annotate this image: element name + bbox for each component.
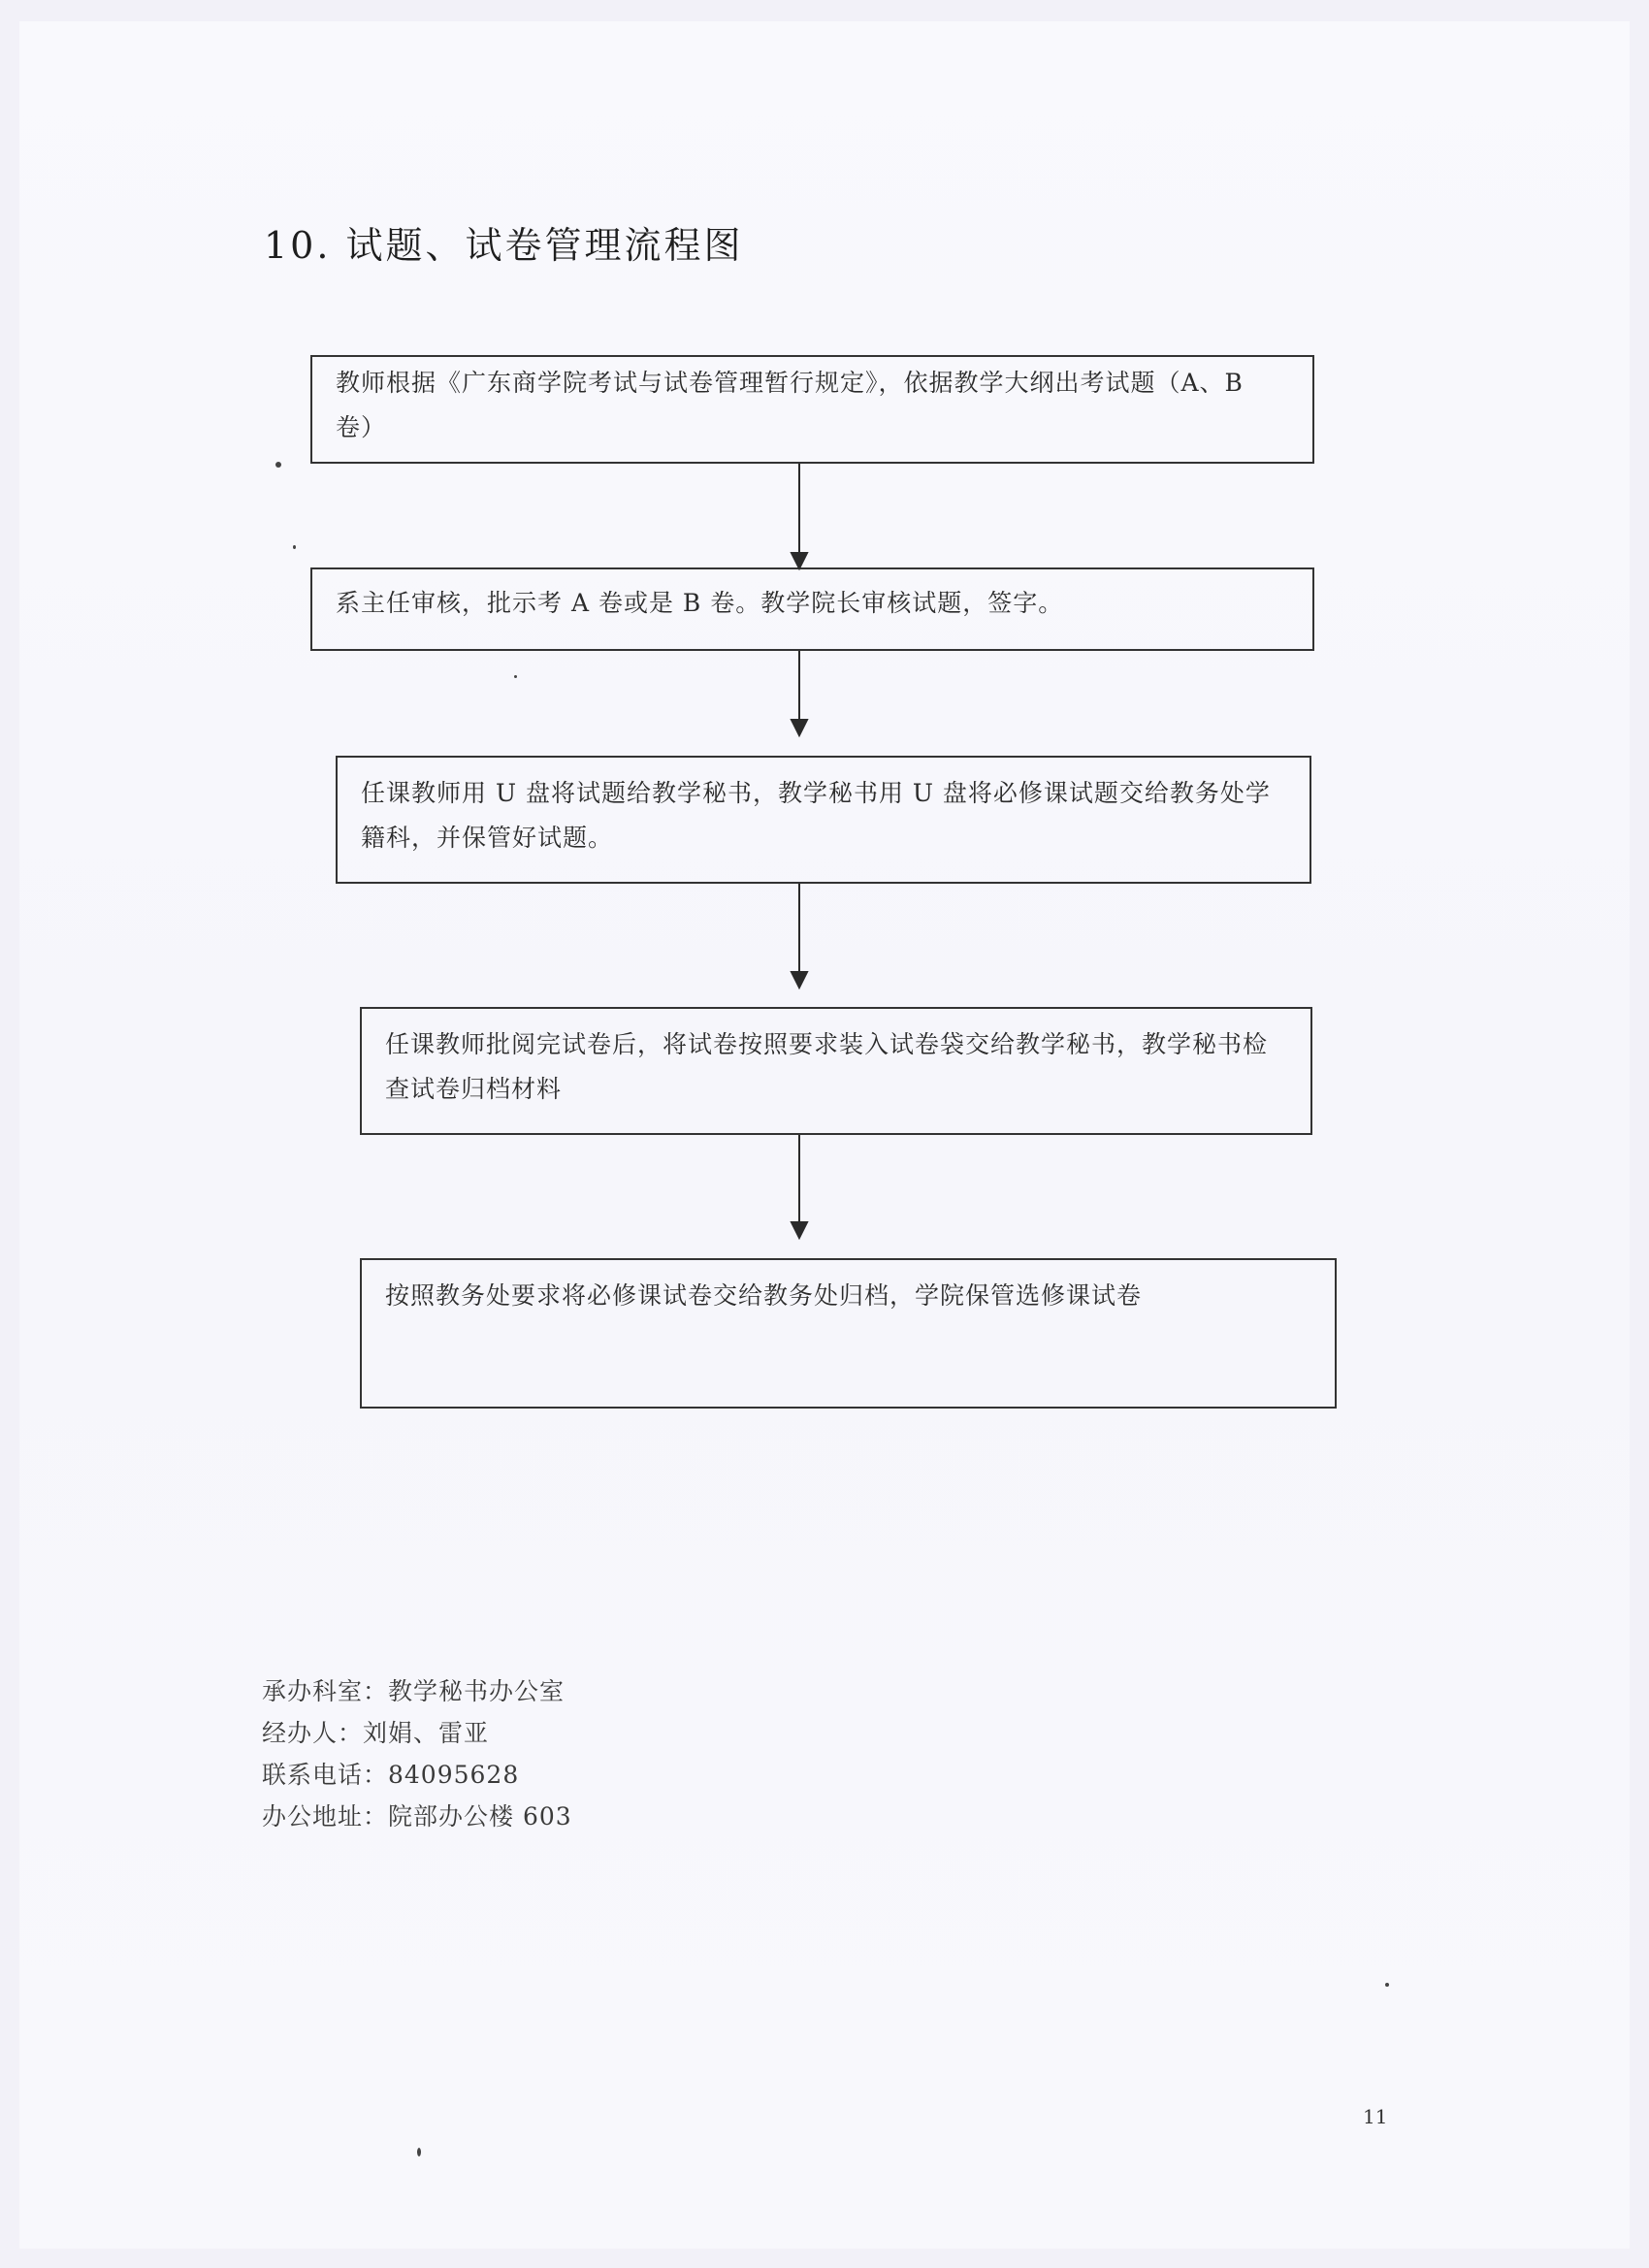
page-title: 10. 试题、试卷管理流程图 [264,224,744,267]
flow-step-4-text: 任课教师批阅完试卷后，将试卷按照要求装入试卷袋交给教学秘书，教学秘书检查试卷归档材料 [385,1030,1269,1103]
flow-step-5-text: 按照教务处要求将必修课试卷交给教务处归档，学院保管选修课试卷 [385,1281,1143,1310]
page-number: 11 [1363,2105,1388,2128]
flow-step-2 [310,567,1314,651]
flow-step-1 [310,355,1314,464]
office-line: 承办科室：教学秘书办公室 [262,1677,566,1705]
handlers-line: 经办人：刘娟、雷亚 [262,1719,490,1747]
scan-speck [293,545,296,549]
scan-speck [1385,1983,1389,1987]
flow-step-3 [336,756,1311,884]
scan-speck [275,462,281,468]
contact-info [262,1670,572,1837]
scan-speck [514,675,517,678]
flow-step-1-text: 教师根据《广东商学院考试与试卷管理暂行规定》，依据教学大纲出考试题（A、B 卷） [336,369,1244,441]
phone-line: 联系电话：84095628 [262,1761,520,1789]
scan-speck [417,2148,421,2156]
flow-step-5 [360,1258,1337,1409]
flow-step-2-text: 系主任审核，批示考 A 卷或是 B 卷。教学院长审核试题，签字。 [336,589,1064,617]
address-line: 办公地址：院部办公楼 603 [262,1802,572,1831]
flow-step-4 [360,1007,1312,1135]
flow-step-3-text: 任课教师用 U 盘将试题给教学秘书，教学秘书用 U 盘将必修课试题交给教务处学籍科，并保管好试题。 [361,779,1271,852]
